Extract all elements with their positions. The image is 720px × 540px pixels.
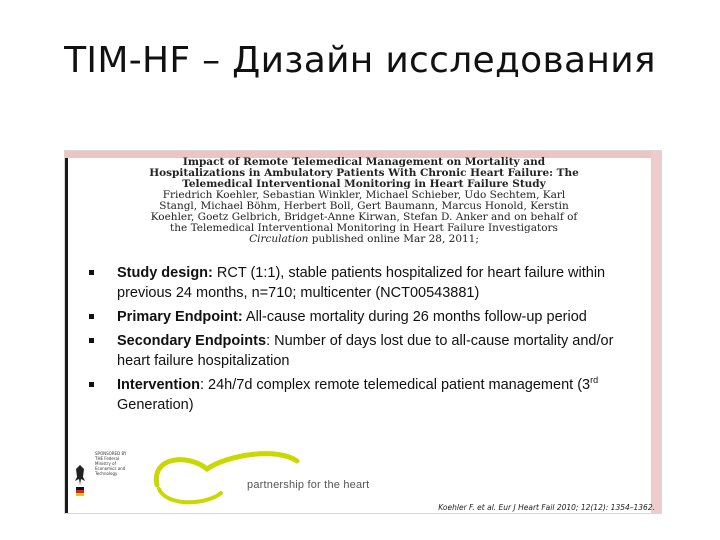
bullet-text: : Number of days lost due to all-cause mortality and/or heart failure hospitalization bbox=[117, 333, 614, 369]
bullet-label: Intervention bbox=[117, 377, 200, 393]
bullet-marker bbox=[89, 382, 94, 387]
federal-eagle-icon bbox=[73, 451, 87, 505]
bullet-secondary-endpoints bbox=[85, 331, 645, 371]
study-bullet-list bbox=[85, 263, 645, 419]
bullet-intervention bbox=[85, 375, 645, 415]
bullet-tail: Generation) bbox=[117, 397, 194, 413]
bullet-label: Secondary Endpoints bbox=[117, 333, 267, 349]
paper-citation bbox=[143, 157, 585, 245]
bullet-label: Study design: bbox=[117, 265, 213, 281]
bullet-marker bbox=[89, 338, 94, 343]
citation-authors: Friedrich Koehler, Sebastian Winkler, Michael Schieber, Udo Sechtem, Karl Stangl, Michael Böhm, Herbert Boll, Gert Baumann, Marcus Honold, Kerstin Koehler, Goetz Gelbrich, Bridget-Anne Kirwan, Stefan D. Anker and on behalf of the Telemedical Interventional Monitoring in Heart Failure Investigators bbox=[150, 189, 578, 234]
bullet-superscript: rd bbox=[590, 375, 599, 386]
bullet-primary-endpoint bbox=[85, 307, 645, 327]
bullet-study-design bbox=[85, 263, 645, 303]
partnership-logo bbox=[147, 447, 370, 507]
slide-title: TIM-HF – Дизайн исследования bbox=[64, 40, 656, 81]
citation-published: published online Mar 28, 2011; bbox=[308, 233, 479, 245]
bullet-marker bbox=[89, 270, 94, 275]
footer-reference: Koehler F. et al. Eur J Heart Fail 2010; 12(12): 1354–1362. bbox=[438, 503, 655, 512]
heart-swoosh-icon bbox=[147, 447, 307, 507]
citation-journal-line bbox=[143, 234, 585, 245]
ministry-logo-text: SPONSORED BY THE Federal Ministry of Economics and Technology bbox=[95, 451, 127, 476]
bullet-text: RCT (1:1), stable patients hospitalized for heart failure within previous 24 months, n=710; multicenter (NCT00543881) bbox=[117, 265, 606, 301]
citation-journal: Circulation bbox=[249, 233, 309, 245]
ministry-logo bbox=[73, 451, 133, 505]
embedded-slide-image bbox=[64, 150, 662, 514]
partnership-logo-text: partnership for the heart bbox=[247, 479, 370, 491]
bullet-text: All-cause mortality during 26 months follow-up period bbox=[242, 309, 587, 325]
bullet-marker bbox=[89, 314, 94, 319]
bullet-label: Primary Endpoint: bbox=[117, 309, 243, 325]
citation-title: Impact of Remote Telemedical Management on Mortality and Hospitalizations in Ambulatory Patients With Chronic Heart Failure: The Telemedical Interventional Monitoring in Heart Failure Study bbox=[149, 156, 579, 190]
bullet-text: : 24h/7d complex remote telemedical patient management (3 bbox=[199, 377, 591, 393]
